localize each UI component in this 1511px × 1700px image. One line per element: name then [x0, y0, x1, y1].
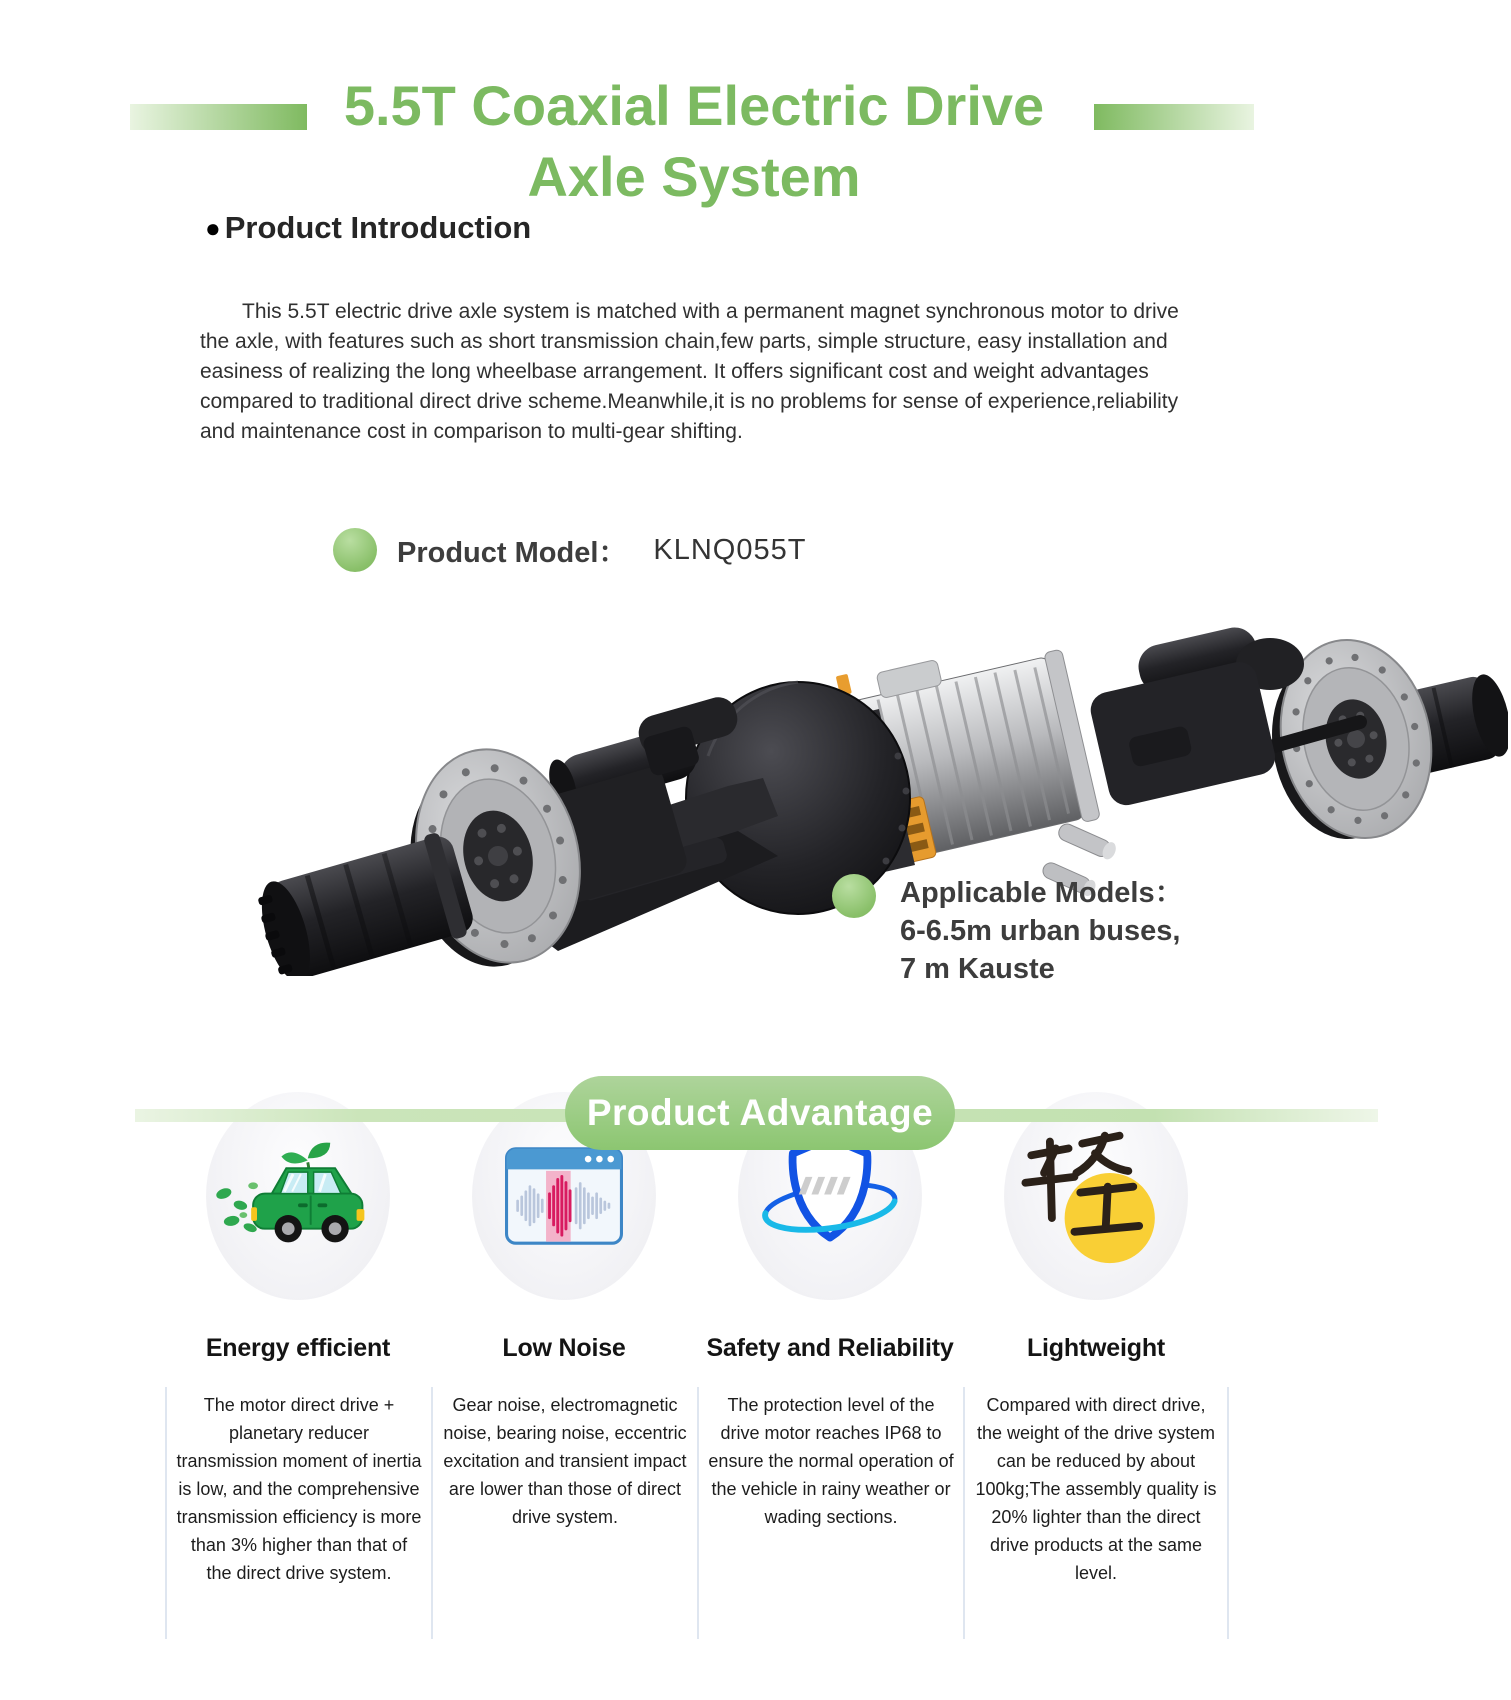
green-dot-icon: [832, 874, 876, 918]
advantage-col-safety: [697, 1080, 963, 1639]
advantage-grid: [165, 1080, 1229, 1639]
eco-car-icon: [210, 1135, 386, 1257]
advantage-col-energy: [165, 1080, 431, 1639]
advantage-description: Gear noise, electromagnetic noise, bearing noise, eccentric excitation and transient impact are lower than those of direct drive system.: [443, 1395, 687, 1527]
section-heading-product-introduction: [205, 210, 531, 246]
intro-paragraph: This 5.5T electric drive axle system is matched with a permanent magnet synchronous motor to drive the axle, with features such as short transmission chain,few parts, simple structure, easy installation and easiness of realizing the long wheelbase arrangement. It offers significant cost and weight advantages compared to traditional direct drive scheme.Meanwhile,it is no problems for sense of experience,reliability and maintenance cost in comparison to multi-gear shifting.: [200, 300, 1179, 443]
applicable-models-line2: 7 m Kauste: [900, 953, 1055, 985]
advantage-description: The motor direct drive + planetary reducer transmission moment of inertia is low, and the comprehensive transmission efficiency is more than 3% higher than that of the direct drive system.: [176, 1395, 422, 1583]
product-model-row: [333, 528, 806, 572]
green-dot-icon: [333, 528, 377, 572]
advantage-col-noise: [431, 1080, 697, 1639]
sound-wave-icon: [505, 1147, 623, 1245]
advantage-desc-panel: [697, 1387, 963, 1639]
lightweight-kanji-icon: [1017, 1120, 1175, 1272]
advantage-title: Safety and Reliability: [706, 1334, 954, 1362]
advantage-title: Low Noise: [502, 1334, 626, 1362]
advantage-title: Energy efficient: [205, 1334, 391, 1362]
applicable-models-label: Applicable Models：: [900, 877, 1184, 909]
page-title-line1: 5.5T Coaxial Electric Drive: [343, 74, 1045, 137]
applicable-models-line1: 6-6.5m urban buses,: [900, 915, 1181, 947]
product-model-value: KLNQ055T: [653, 533, 807, 566]
advantage-desc-panel: [431, 1387, 697, 1639]
advantage-description: The protection level of the drive motor reaches IP68 to ensure the normal operation of the vehicle in rainy weather or wading sections.: [708, 1395, 954, 1527]
product-model-label: Product Model：: [397, 536, 628, 569]
advantage-title: Lightweight: [1026, 1334, 1166, 1362]
advantage-desc-panel: [963, 1387, 1229, 1639]
page-title: [0, 70, 1388, 212]
page-title-line2: Axle System: [527, 145, 861, 208]
advantage-banner: Product Advantage: [565, 1076, 955, 1150]
bullet-icon: ●: [205, 212, 221, 243]
icon-backdrop: [1004, 1092, 1188, 1300]
intro-heading-label: Product Introduction: [224, 210, 532, 245]
advantage-desc-panel: [165, 1387, 431, 1639]
advantage-description: Compared with direct drive, the weight of the drive system can be reduced by about 100kg;The assembly quality is 20% lighter than the direct drive products at the same level.: [975, 1395, 1217, 1583]
applicable-models-row: [832, 874, 1184, 988]
icon-backdrop: [206, 1092, 390, 1300]
advantage-col-lightweight: [963, 1080, 1229, 1639]
